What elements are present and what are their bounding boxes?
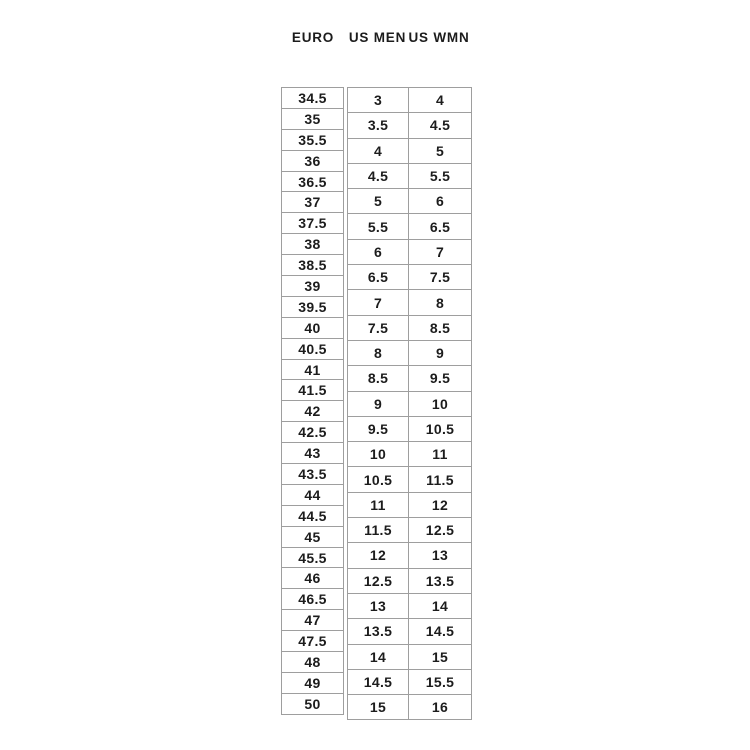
us-men-cell: 12.5 [348, 568, 409, 593]
euro-size-row [282, 276, 344, 297]
us-size-row [348, 568, 472, 593]
euro-size-cell: 46.5 [282, 589, 344, 610]
us-size-row [348, 644, 472, 669]
us-size-row [348, 593, 472, 618]
us-wmn-cell: 15 [409, 644, 472, 669]
euro-size-cell: 43 [282, 443, 344, 464]
euro-size-row [282, 192, 344, 213]
us-size-row [348, 543, 472, 568]
euro-size-cell: 36 [282, 150, 344, 171]
us-men-cell: 4 [348, 138, 409, 163]
us-men-cell: 13 [348, 593, 409, 618]
euro-size-cell: 42 [282, 401, 344, 422]
euro-size-cell: 48 [282, 652, 344, 673]
euro-size-cell: 43.5 [282, 464, 344, 485]
euro-size-cell: 47.5 [282, 631, 344, 652]
euro-size-row [282, 672, 344, 693]
euro-size-cell: 50 [282, 693, 344, 714]
us-size-row [348, 340, 472, 365]
us-wmn-cell: 12 [409, 492, 472, 517]
us-men-cell: 3.5 [348, 113, 409, 138]
euro-size-cell: 47 [282, 610, 344, 631]
euro-size-row [282, 505, 344, 526]
column-header-euro: EURO [291, 30, 335, 45]
euro-size-row [282, 88, 344, 109]
euro-size-row [282, 464, 344, 485]
euro-size-table [281, 87, 344, 715]
us-wmn-cell: 10 [409, 391, 472, 416]
euro-size-cell: 39.5 [282, 296, 344, 317]
us-wmn-cell: 6.5 [409, 214, 472, 239]
us-size-row [348, 189, 472, 214]
us-size-row [348, 467, 472, 492]
column-header-us-men: US MEN [348, 30, 407, 45]
us-men-cell: 8 [348, 340, 409, 365]
euro-size-row [282, 401, 344, 422]
euro-size-row [282, 568, 344, 589]
euro-size-row [282, 255, 344, 276]
euro-size-row [282, 547, 344, 568]
euro-size-row [282, 526, 344, 547]
euro-size-cell: 35 [282, 108, 344, 129]
euro-size-row [282, 652, 344, 673]
euro-size-row [282, 693, 344, 714]
euro-size-cell: 37.5 [282, 213, 344, 234]
euro-size-cell: 44.5 [282, 505, 344, 526]
us-wmn-cell: 14.5 [409, 619, 472, 644]
us-wmn-cell: 9 [409, 340, 472, 365]
euro-size-row [282, 171, 344, 192]
euro-size-cell: 45 [282, 526, 344, 547]
us-wmn-cell: 13.5 [409, 568, 472, 593]
us-men-cell: 9.5 [348, 416, 409, 441]
euro-size-row [282, 213, 344, 234]
us-men-cell: 7.5 [348, 315, 409, 340]
euro-size-cell: 46 [282, 568, 344, 589]
euro-size-row [282, 338, 344, 359]
euro-size-row [282, 296, 344, 317]
us-wmn-cell: 7 [409, 239, 472, 264]
us-men-cell: 3 [348, 88, 409, 113]
euro-size-cell: 42.5 [282, 422, 344, 443]
us-men-cell: 15 [348, 695, 409, 720]
euro-size-cell: 34.5 [282, 88, 344, 109]
us-men-cell: 10 [348, 442, 409, 467]
euro-size-cell: 49 [282, 672, 344, 693]
us-size-row [348, 315, 472, 340]
us-wmn-cell: 12.5 [409, 518, 472, 543]
us-wmn-cell: 9.5 [409, 366, 472, 391]
us-size-row [348, 290, 472, 315]
euro-size-cell: 37 [282, 192, 344, 213]
us-wmn-cell: 11 [409, 442, 472, 467]
euro-size-row [282, 129, 344, 150]
euro-size-row [282, 484, 344, 505]
euro-size-cell: 39 [282, 276, 344, 297]
euro-size-row [282, 380, 344, 401]
us-men-cell: 11 [348, 492, 409, 517]
us-size-row [348, 695, 472, 720]
euro-size-cell: 35.5 [282, 129, 344, 150]
us-wmn-cell: 15.5 [409, 669, 472, 694]
us-men-cell: 7 [348, 290, 409, 315]
us-wmn-cell: 5.5 [409, 163, 472, 188]
us-size-row [348, 416, 472, 441]
euro-size-row [282, 317, 344, 338]
us-men-cell: 4.5 [348, 163, 409, 188]
euro-size-row [282, 108, 344, 129]
us-size-row [348, 265, 472, 290]
us-wmn-cell: 7.5 [409, 265, 472, 290]
euro-size-row [282, 443, 344, 464]
euro-size-row [282, 359, 344, 380]
us-men-cell: 6 [348, 239, 409, 264]
us-size-row [348, 518, 472, 543]
us-size-row [348, 391, 472, 416]
us-wmn-cell: 10.5 [409, 416, 472, 441]
euro-size-row [282, 631, 344, 652]
us-wmn-cell: 4.5 [409, 113, 472, 138]
euro-size-row [282, 589, 344, 610]
euro-size-cell: 38.5 [282, 255, 344, 276]
euro-size-cell: 41.5 [282, 380, 344, 401]
us-wmn-cell: 13 [409, 543, 472, 568]
us-men-cell: 9 [348, 391, 409, 416]
us-wmn-cell: 5 [409, 138, 472, 163]
us-men-cell: 5.5 [348, 214, 409, 239]
euro-size-cell: 44 [282, 484, 344, 505]
us-men-cell: 12 [348, 543, 409, 568]
us-wmn-cell: 4 [409, 88, 472, 113]
us-men-cell: 11.5 [348, 518, 409, 543]
us-wmn-cell: 6 [409, 189, 472, 214]
us-size-row [348, 442, 472, 467]
us-size-row [348, 138, 472, 163]
us-men-cell: 8.5 [348, 366, 409, 391]
euro-size-cell: 38 [282, 234, 344, 255]
us-size-row [348, 669, 472, 694]
euro-size-row [282, 234, 344, 255]
euro-size-cell: 45.5 [282, 547, 344, 568]
us-wmn-cell: 8 [409, 290, 472, 315]
us-size-row [348, 239, 472, 264]
us-men-cell: 14.5 [348, 669, 409, 694]
us-size-row [348, 214, 472, 239]
us-men-cell: 14 [348, 644, 409, 669]
euro-size-cell: 40.5 [282, 338, 344, 359]
us-size-row [348, 88, 472, 113]
us-men-cell: 6.5 [348, 265, 409, 290]
us-men-cell: 5 [348, 189, 409, 214]
us-size-row [348, 163, 472, 188]
us-size-row [348, 492, 472, 517]
euro-size-row [282, 610, 344, 631]
us-size-row [348, 113, 472, 138]
us-men-cell: 13.5 [348, 619, 409, 644]
us-wmn-cell: 14 [409, 593, 472, 618]
column-header-us-wmn: US WMN [408, 30, 470, 45]
euro-size-cell: 41 [282, 359, 344, 380]
us-size-row [348, 366, 472, 391]
euro-size-row [282, 422, 344, 443]
euro-size-cell: 36.5 [282, 171, 344, 192]
us-men-cell: 10.5 [348, 467, 409, 492]
euro-size-cell: 40 [282, 317, 344, 338]
euro-size-row [282, 150, 344, 171]
us-wmn-cell: 11.5 [409, 467, 472, 492]
us-size-row [348, 619, 472, 644]
us-wmn-cell: 8.5 [409, 315, 472, 340]
us-wmn-cell: 16 [409, 695, 472, 720]
us-size-table [347, 87, 472, 720]
